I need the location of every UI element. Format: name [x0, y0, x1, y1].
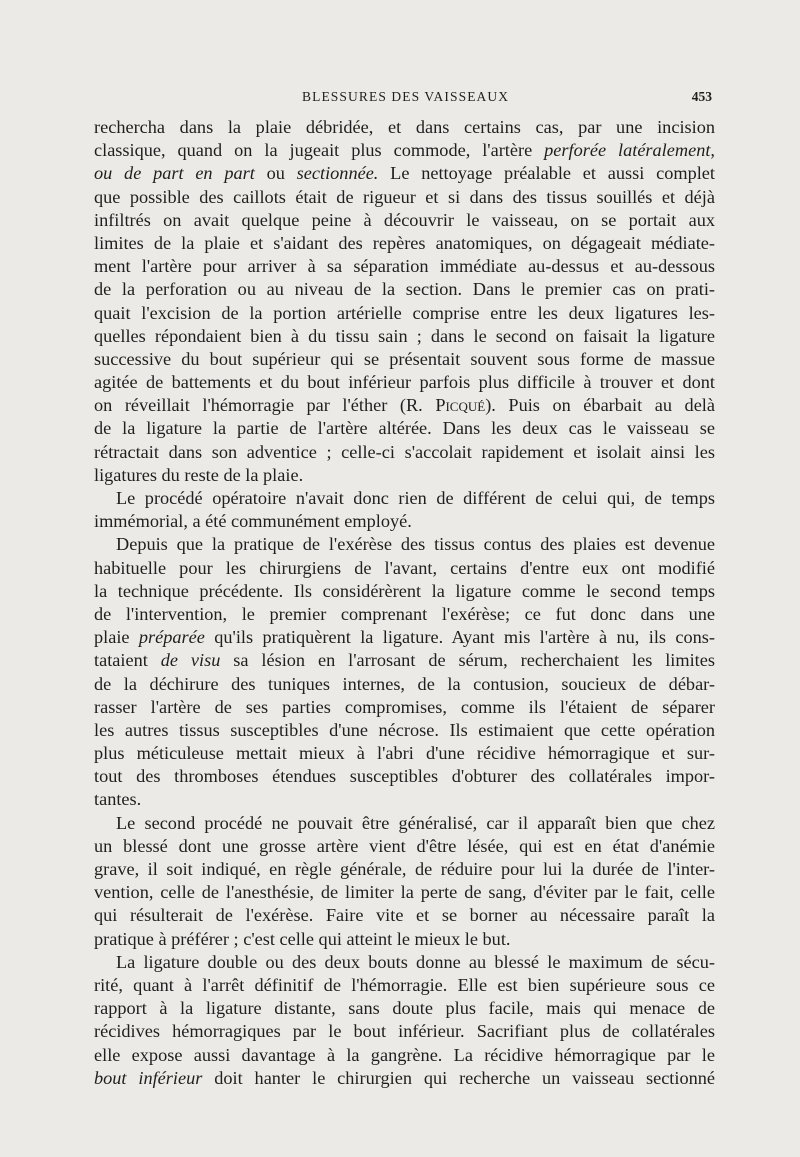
text-segment: rapport à la ligature distante, sans doute plus facile, mais qui menace de — [94, 998, 715, 1019]
text-line — [94, 1044, 715, 1067]
text-line — [94, 904, 715, 927]
text-line — [94, 162, 715, 185]
text-line — [94, 626, 715, 649]
text-line — [94, 997, 715, 1020]
text-line — [94, 209, 715, 232]
text-segment: habituelle pour les chirurgiens de l'avant, certains d'entre eux ont modifié — [94, 557, 715, 578]
text-line — [94, 858, 715, 881]
paragraph-first-line — [94, 487, 715, 510]
text-line — [94, 510, 715, 533]
text-line — [94, 603, 715, 626]
text-segment: tataient — [94, 650, 161, 671]
text-segment: sa lésion en l'arrosant de sérum, recherchaient les limites — [220, 650, 715, 671]
text-segment: de la déchirure des tuniques internes, de la contusion, soucieux de débar- — [94, 673, 715, 694]
text-segment: ). Puis on ébarbait au delà — [485, 395, 715, 416]
running-header — [0, 89, 800, 109]
text-segment: limites de la plaie et s'aidant des repères anatomiques, on dégageait médiate- — [94, 232, 715, 253]
text-segment: rité, quant à l'arrêt définitif de l'hémorragie. Elle est bien supérieure sous ce — [94, 974, 715, 995]
text-segment: de l'intervention, le premier comprenant l'exérèse; ce fut donc dans une — [94, 603, 715, 624]
paragraph-first-line — [94, 533, 715, 556]
text-line — [94, 325, 715, 348]
text-line — [94, 278, 715, 301]
text-line — [94, 1067, 715, 1090]
text-segment: rétractait dans son adventice ; celle-ci s'accolait rapidement et isolait ainsi les — [94, 441, 715, 462]
text-line — [94, 835, 715, 858]
text-line — [94, 881, 715, 904]
text-segment: ligatures du reste de la plaie. — [94, 464, 304, 485]
text-line — [94, 673, 715, 696]
text-line — [94, 116, 715, 139]
text-segment: que possible des caillots était de rigueur et si dans des tissus souillés et déjà — [94, 186, 715, 207]
text-segment: Le nettoyage préalable et aussi complet — [378, 163, 715, 184]
text-segment: de la ligature la partie de l'artère altérée. Dans les deux cas le vaisseau se — [94, 418, 715, 439]
italic-text: de visu — [160, 650, 221, 671]
italic-text: bout inférieur — [94, 1067, 203, 1088]
text-line — [94, 765, 715, 788]
text-line — [94, 928, 715, 951]
text-segment: Le procédé opératoire n'avait donc rien de différent de celui qui, de temps — [116, 488, 715, 508]
text-segment: classique, quand on la jugeait plus commode, l'artère — [94, 140, 545, 161]
text-line — [94, 371, 715, 394]
text-segment: plaie — [94, 627, 139, 648]
text-line — [94, 186, 715, 209]
text-segment: elle expose aussi davantage à la gangrène. La récidive hémorragique par le — [94, 1044, 715, 1065]
text-line — [94, 580, 715, 603]
text-line — [94, 394, 715, 417]
text-segment: grave, il soit indiqué, en règle générale, de réduire pour lui la durée de l'inter- — [94, 859, 715, 879]
paragraph-first-line — [94, 951, 715, 974]
text-segment: La ligature double ou des deux bouts donne au blessé le maximum de sécu- — [116, 951, 715, 972]
italic-text: sectionnée. — [296, 163, 379, 184]
italic-text: préparée — [138, 627, 205, 648]
text-segment: la technique précédente. Ils considérèrent la ligature comme le second temps — [94, 580, 715, 601]
text-line — [94, 348, 715, 371]
running-title: BLESSURES DES VAISSEAUX — [302, 89, 510, 104]
text-line — [94, 232, 715, 255]
text-segment: qui résulterait de l'exérèse. Faire vite et se borner au nécessaire paraît la — [94, 905, 715, 926]
paragraph-first-line — [94, 812, 715, 835]
small-caps-name: Picqué — [435, 395, 486, 416]
text-line — [94, 788, 715, 811]
text-line — [94, 139, 715, 162]
text-segment: ment l'artère pour arriver à sa séparation immédiate au-dessus et au-dessous — [94, 256, 715, 277]
text-line — [94, 974, 715, 997]
text-segment: doit hanter le chirurgien qui recherche un vaisseau sectionné — [202, 1067, 716, 1088]
text-line — [94, 649, 715, 672]
text-line — [94, 742, 715, 765]
italic-text: perforée latéralement, — [544, 140, 715, 161]
text-segment: récidives hémorragiques par le bout inférieur. Sacrifiant plus de collatérales — [94, 1021, 715, 1042]
text-segment: agitée de battements et du bout inférieur parfois plus difficile à trouver et dont — [94, 372, 715, 393]
text-line — [94, 441, 715, 464]
text-segment: infiltrés on avait quelque peine à découvrir le vaisseau, on se portait aux — [94, 209, 715, 230]
text-segment: qu'ils pratiquèrent la ligature. Ayant mis l'artère à nu, ils cons- — [204, 627, 715, 648]
text-segment: tout des thromboses étendues susceptibles d'obturer des collatérales impor- — [94, 766, 715, 787]
text-segment: un blessé dont une grosse artère vient d'être lésée, qui est en état d'anémie — [94, 835, 715, 856]
text-segment: plus méticuleuse mettait mieux à l'abri d'une récidive hémorragique et sur- — [94, 743, 715, 764]
text-line — [94, 557, 715, 580]
text-segment: ou — [254, 163, 297, 184]
text-segment: Depuis que la pratique de l'exérèse des tissus contus des plaies est devenue — [116, 534, 715, 555]
text-segment: vention, celle de l'anesthésie, de limiter la perte de sang, d'éviter par le fait, celle — [94, 882, 715, 903]
text-segment: on réveillait l'hémorragie par l'éther (R. — [94, 395, 436, 416]
text-segment: tantes. — [94, 789, 142, 810]
text-segment: les autres tissus susceptibles d'une nécrose. Ils estimaient que cette opération — [94, 719, 715, 740]
text-line — [94, 696, 715, 719]
text-segment: recherchа dans la plaie débridée, et dans certains cas, par une incision — [94, 117, 715, 137]
page-number: 453 — [691, 89, 712, 104]
text-segment: pratique à préférer ; c'est celle qui atteint le mieux le but. — [94, 928, 511, 949]
text-segment: successive du bout supérieur qui se présentait souvent sous forme de massue — [94, 348, 715, 369]
text-line — [94, 464, 715, 487]
text-segment: rasser l'artère de ses parties compromises, comme ils l'étaient de séparer — [94, 696, 715, 717]
text-segment: quait l'excision de la portion artérielle comprise entre les deux ligatures les- — [94, 302, 715, 323]
text-line — [94, 719, 715, 742]
text-segment: de la perforation ou au niveau de la section. Dans le premier cas on prati- — [94, 279, 715, 300]
text-line — [94, 302, 715, 325]
text-line — [94, 417, 715, 440]
text-segment: immémorial, a été communément employé. — [94, 511, 412, 532]
text-segment: Le second procédé ne pouvait être généralisé, car il apparaît bien que chez — [116, 812, 715, 833]
italic-text: ou de part en part — [94, 163, 255, 184]
text-segment: quelles répondaient bien à du tissu sain ; dans le second on faisait la ligature — [94, 325, 715, 346]
text-line — [94, 255, 715, 278]
body-text — [94, 116, 715, 1090]
text-line — [94, 1020, 715, 1043]
